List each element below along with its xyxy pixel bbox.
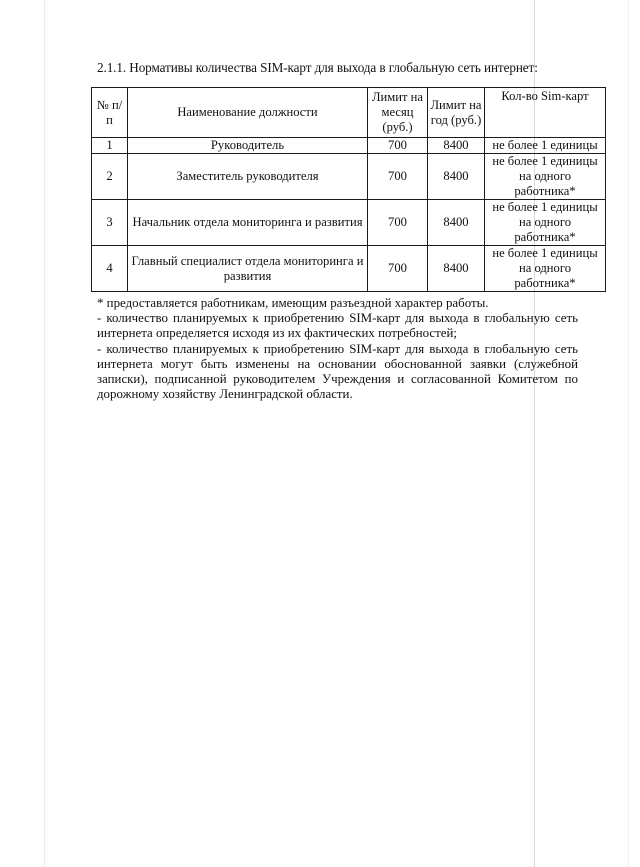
table-row [92, 246, 606, 292]
scan-artifact-line [628, 0, 629, 867]
cell-position: Заместитель руководителя [128, 154, 368, 200]
note-quantity-needs: - количество планируемых к приобретению SIM-карт для выхода в глобальную сеть интернета определяется исходя из их фактических потребностей; [97, 311, 578, 341]
cell-year-limit: 8400 [428, 200, 485, 246]
cell-month-limit: 700 [368, 246, 428, 292]
section-title: 2.1.1. Нормативы количества SIM-карт для выхода в глобальную сеть интернет: [97, 60, 538, 75]
cell-year-limit: 8400 [428, 138, 485, 154]
cell-num: 2 [92, 154, 128, 200]
cell-sim-count: не более 1 единицы на одного работника* [485, 154, 606, 200]
cell-position: Главный специалист отдела мониторинга и развития [128, 246, 368, 292]
header-sim-count: Кол-во Sim-карт [485, 88, 606, 138]
header-month-limit: Лимит на месяц (руб.) [368, 88, 428, 138]
cell-position: Начальник отдела мониторинга и развития [128, 200, 368, 246]
cell-month-limit: 700 [368, 138, 428, 154]
cell-sim-count: не более 1 единицы [485, 138, 606, 154]
cell-year-limit: 8400 [428, 154, 485, 200]
header-position: Наименование должности [128, 88, 368, 138]
scan-artifact-line [44, 0, 45, 867]
cell-sim-count: не более 1 единицы на одного работника* [485, 246, 606, 292]
cell-position: Руководитель [128, 138, 368, 154]
header-year-limit: Лимит на год (руб.) [428, 88, 485, 138]
note-footnote: * предоставляется работникам, имеющим разъездной характер работы. [97, 296, 489, 310]
cell-month-limit: 700 [368, 154, 428, 200]
cell-num: 4 [92, 246, 128, 292]
table-row [92, 200, 606, 246]
header-num: № п/п [92, 88, 128, 138]
table-header-row [92, 88, 606, 138]
note-quantity-change: - количество планируемых к приобретению SIM-карт для выхода в глобальную сеть интернета могут быть изменены на основании обоснованной заявки (служебной записки), подписанной руководителем Учреждения и согласованной Комитетом по дорожному хозяйству Ленинградской области. [97, 341, 578, 402]
cell-num: 1 [92, 138, 128, 154]
table-row [92, 138, 606, 154]
cell-year-limit: 8400 [428, 246, 485, 292]
cell-month-limit: 700 [368, 200, 428, 246]
notes-block [97, 296, 578, 402]
cell-num: 3 [92, 200, 128, 246]
sim-norms-table [91, 87, 606, 292]
cell-sim-count: не более 1 единицы на одного работника* [485, 200, 606, 246]
table-row [92, 154, 606, 200]
